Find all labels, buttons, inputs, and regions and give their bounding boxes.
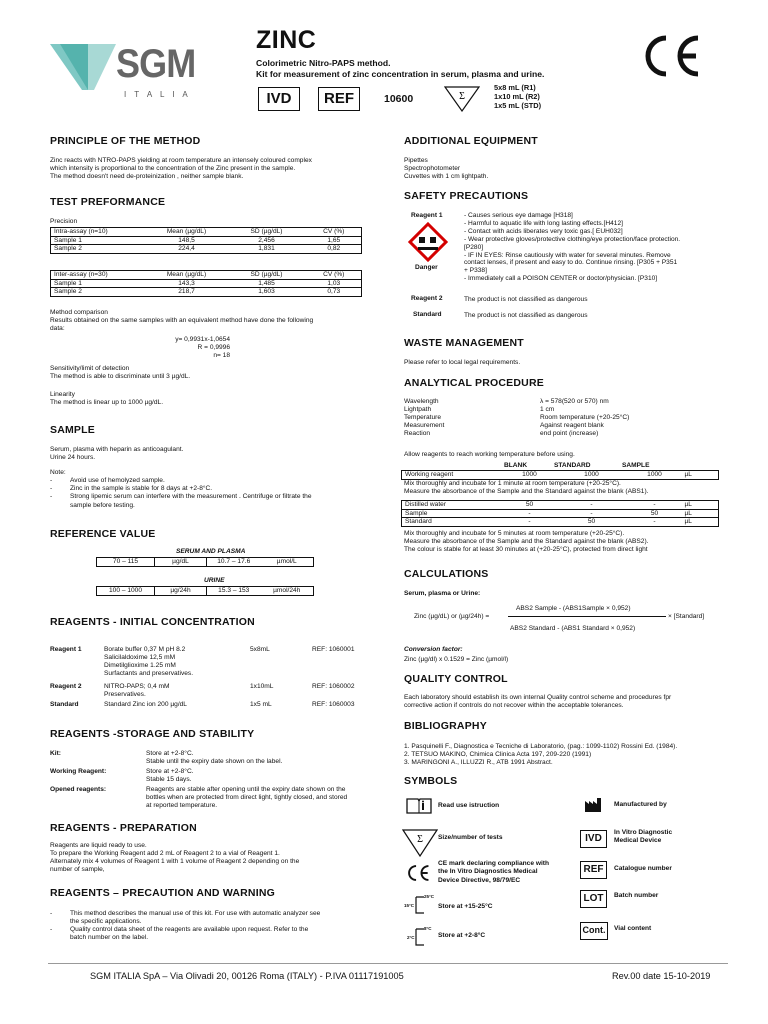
procedure-heading: ANALYTICAL PROCEDURE xyxy=(404,377,544,389)
ce-mark-icon xyxy=(640,34,702,78)
procedure-mix2: Mix thoroughly and incubate for 5 minutes at room temperature (+20-25°C). Measure the absorbance of the Sample and the Standard against the blank (ABS2). The colour is stable for at least 30 minutes at (+20-25°C), protected from direct light xyxy=(404,530,649,553)
quality-text: Each laboratory should establish its own internal Quality control scheme and procedures fpr corrective action if controls do not recover within the acceptable tolerances. xyxy=(404,694,672,710)
size-tests-icon xyxy=(402,829,438,857)
logo-text: SGM xyxy=(116,42,196,86)
ivd-legend-label: In Vitro Diagnostic Medical Device xyxy=(614,829,673,844)
temp-15-label: 15°C xyxy=(404,903,415,908)
performance-heading: TEST PREFORMANCE xyxy=(50,196,166,208)
bibliography-list: 1. Pasquinelli F., Diagnostica e Tecniche di Laboratorio, (pag.: 1099-1102) Rossini Ed. (1984). 2. TETSUO MAKINO, Chimica Clinica Acta 197, 209-220 (1991) 3. MARINGONI A., ILLUZZI R., ATB 1991 Abstract. xyxy=(404,743,678,767)
method-comparison: Method comparison Results obtained on the same samples with an equivalent method have done the following data: xyxy=(50,309,314,333)
svg-text:Σ: Σ xyxy=(459,91,465,102)
manufacturer-icon xyxy=(584,797,602,813)
ce-legend-label: CE mark declaring compliance with the In Vitro Diagnostics Medical Device Directive, 98/79/EC xyxy=(438,860,550,884)
subtitle-kit: Kit for measurement of zinc concentration in serum, plasma and urine. xyxy=(256,69,545,79)
safety-standard-label: Standard xyxy=(413,311,442,318)
svg-text:Σ: Σ xyxy=(417,834,423,845)
batch-number-label: Batch number xyxy=(614,892,659,899)
inter-assay-table: Inter-assay (n=30) Mean (µg/dL) SD (µg/dL) CV (%) Sample 1 143,3 1,485 1,03 Sample 2 218,7 1,603 0,73 xyxy=(50,270,362,297)
ivd-legend-box: IVD xyxy=(580,830,607,848)
safety-reagent1-label: Reagent 1 xyxy=(411,212,443,219)
ref-legend-box: REF xyxy=(580,861,607,879)
page-title: ZINC xyxy=(256,26,317,54)
temp-8-label: 8°C xyxy=(424,926,432,931)
corrosive-hazard-icon xyxy=(408,222,448,262)
principle-text: Zinc reacts with NTRO-PAPS yielding at room temperature an intensely coloured complex which intensity is proportional to the concentration of the Zinc present in the sample. The method doesn't need de-proteinization , neither sample blank. xyxy=(50,157,312,181)
store-15-25-label: Store at +15-25°C xyxy=(438,903,493,910)
sigma-triangle-icon xyxy=(444,86,480,112)
principle-heading: PRINCIPLE OF THE METHOD xyxy=(50,135,201,147)
serum-reference-table: 70 – 115 µg/dL 10.7 – 17.6 µmol/L xyxy=(96,557,314,567)
safety-reagent1-text: - Causes serious eye damage [H318] - Harmful to aquatic life with long lasting effects.[H412] - Contact with acids liberates very toxic gas.[ EUH032] - Wear protective gloves/protective clothing/eye protection/face protection. [P280] - IF IN EYES: Rinse cautiously with water for several minutes. Remove contact lenses, if present and easy to do. Continue rinsing. [P305 + P351 + P338] - Immediately call a POISON CENTER or doctor/physician. [P310] xyxy=(464,212,681,283)
procedure-mix1: Mix thoroughly and incubate for 1 minute at room temperature (+20-25°C). Measure the absorbance of the Sample and the Standard against the blank (ABS1). xyxy=(404,480,649,495)
safety-heading: SAFETY PRECAUTIONS xyxy=(404,190,529,202)
equipment-heading: ADDITIONAL EQUIPMENT xyxy=(404,135,538,147)
reference-heading: REFERENCE VALUE xyxy=(50,528,156,540)
linearity: Linearity The method is linear up to 1000 µg/dL. xyxy=(50,391,164,407)
procedure-params: Wavelength λ = 578(520 or 570) nm Lightpath 1 cm Temperature Room temperature (+20-25°C) Measurement Against reagent blank Reaction end point (increase) xyxy=(404,398,630,438)
regression-values: y= 0,9931x-1,0654 R = 0,9996 n= 18 xyxy=(175,336,230,360)
symbols-heading: SYMBOLS xyxy=(404,775,458,787)
calc-subtitle: Serum, plasma or Urine: xyxy=(404,590,481,597)
calc-lhs: Zinc (µg/dL) or (µg/24h) = xyxy=(414,613,490,620)
ivd-symbol: IVD xyxy=(258,87,300,111)
waste-heading: WASTE MANAGEMENT xyxy=(404,337,524,349)
fraction-line xyxy=(508,616,666,617)
calculations-heading: CALCULATIONS xyxy=(404,568,489,580)
pack-sizes: 5x8 mL (R1) 1x10 mL (R2) 1x5 mL (STD) xyxy=(494,83,542,110)
calc-numerator: ABS2 Sample - (ABS1Sample × 0,952) xyxy=(516,605,631,612)
footer-revision: Rev.00 date 15-10-2019 xyxy=(612,971,711,981)
conversion-title: Conversion factor: xyxy=(404,646,463,653)
preparation-heading: REAGENTS - PREPARATION xyxy=(50,822,197,834)
logo xyxy=(48,40,228,102)
preparation-text: Reagents are liquid ready to use. To prepare the Working Reagent add 2 mL of Reagent 2 to a vial of Reagent 1. Alternately mix 4 volumes of Reagent 1 with 1 volume of Reagent 2 depending on the number of sample, xyxy=(50,842,300,874)
catalogue-number-label: Catalogue number xyxy=(614,865,672,872)
temp-25-label: 25°C xyxy=(424,894,435,899)
safety-standard-text: The product is not classified as dangerous xyxy=(464,312,588,319)
reagents-initial-heading: REAGENTS - INITIAL CONCENTRATION xyxy=(50,616,255,628)
read-instructions-icon xyxy=(406,797,432,815)
intra-assay-table: Intra-assay (n=10) Mean (µg/dL) SD (µg/dL) CV (%) Sample 1 148,5 2,456 1,65 Sample 2 224,4 1,831 0,82 xyxy=(50,227,362,254)
manufactured-by-label: Manufactured by xyxy=(614,801,667,808)
sample-heading: SAMPLE xyxy=(50,424,95,436)
temp-2-label: 2°C xyxy=(407,935,415,940)
urine-title: URINE xyxy=(204,577,225,584)
equipment-list: Pipettes Spectrophotometer Cuvettes with 1 cm lightpath. xyxy=(404,157,489,181)
precaution-text: - This method describes the manual use of this kit. For use with automatic analyzer see the specific applications. - Quality control data sheet of the reagents are available upon request. Refer to the batch number on the label. xyxy=(50,910,321,942)
procedure-table-2: Distilled water 50 - - µL Sample - - 50 µL Standard - 50 - µL xyxy=(401,500,719,527)
safety-reagent2-text: The product is not classified as dangerous xyxy=(464,296,588,303)
read-instructions-label: Read use istruction xyxy=(438,802,500,809)
storage-heading: REAGENTS -STORAGE AND STABILITY xyxy=(50,728,255,740)
sensitivity: Sensitivity/limit of detection The method is able to discriminate until 3 µg/dL. xyxy=(50,365,191,381)
bibliography-heading: BIBLIOGRAPHY xyxy=(404,720,487,732)
sample-text: Serum, plasma with heparin as anticoagulant. Urine 24 hours. Note: - Avoid use of hemolyzed sample. - Zinc in the sample is stable for 8 days at +2-8°C. - Strong lipemic serum can interfere with the measurement . Centrifuge or filtrate the sample before testing. xyxy=(50,446,312,509)
allow-reagents: Allow reagents to reach working temperature before using. xyxy=(404,451,575,458)
ce-legend-icon xyxy=(406,864,430,882)
quality-heading: QUALITY CONTROL xyxy=(404,673,508,685)
danger-label: Danger xyxy=(415,264,438,271)
footer-divider xyxy=(48,963,728,964)
size-tests-label: Size/number of tests xyxy=(438,834,503,841)
precision-label: Precision xyxy=(50,218,78,225)
calc-denominator: ABS2 Standard - (ABS1 Standard × 0,952) xyxy=(510,625,636,632)
procedure-table-1: Working reagent 1000 1000 1000 µL xyxy=(401,470,719,480)
footer-address: SGM ITALIA SpA – Via Olivadi 20, 00126 Roma (ITALY) - P.IVA 01117191005 xyxy=(90,971,404,981)
logo-subtitle: I T A L I A xyxy=(124,90,191,99)
store-2-8-label: Store at +2-8°C xyxy=(438,932,486,939)
subtitle-method: Colorimetric Nitro-PAPS method. xyxy=(256,58,391,68)
waste-text: Please refer to local legal requirements. xyxy=(404,359,521,366)
safety-reagent2-label: Reagent 2 xyxy=(411,295,443,302)
precaution-heading: REAGENTS – PRECAUTION AND WARNING xyxy=(50,887,275,899)
vial-content-label: Vial content xyxy=(614,925,652,932)
ref-symbol: REF xyxy=(318,87,360,111)
lot-legend-box: LOT xyxy=(580,890,607,908)
serum-plasma-title: SERUM AND PLASMA xyxy=(176,548,246,555)
cont-legend-box: Cont. xyxy=(580,922,608,940)
conversion-factor: Zinc (µg/dl) x 0.1529 = Zinc (µmol/l) xyxy=(404,656,509,663)
urine-reference-table: 100 – 1000 µg/24h 15.3 – 153 µmol/24h xyxy=(96,586,314,596)
calc-rhs: × [Standard] xyxy=(668,613,705,620)
ref-number: 10600 xyxy=(384,93,414,105)
